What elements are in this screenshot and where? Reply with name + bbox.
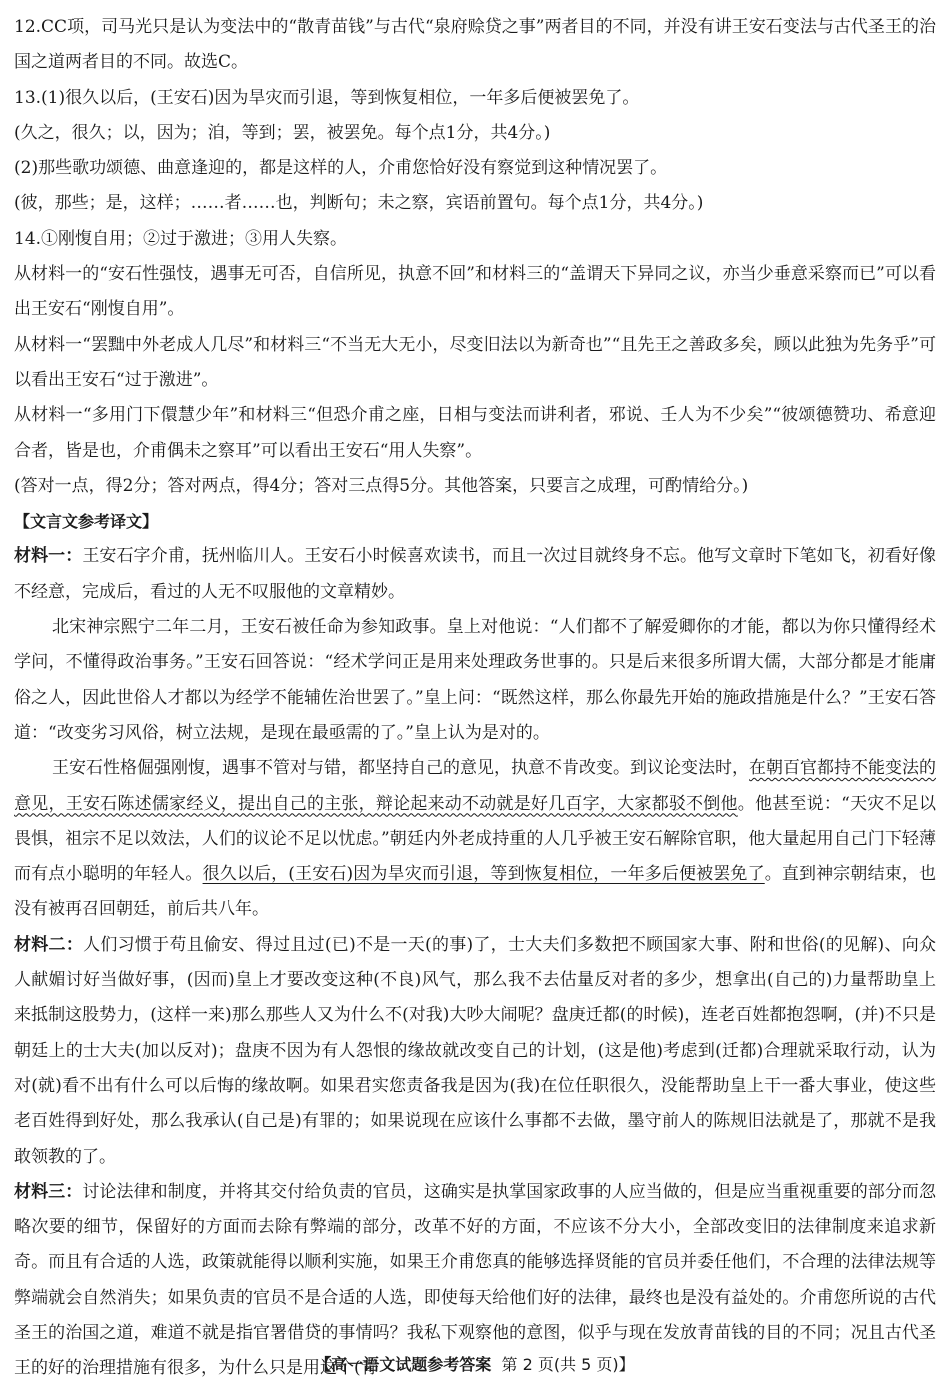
material-2-para1 — [14, 928, 936, 1175]
q13-part2-text: (2)那些歌功颂德、曲意逢迎的，都是这样的人，介甫您恰好没有察觉到这种情况罢了。 — [14, 158, 668, 179]
material-1-wavy-underlined-text: 在朝百官都持不能变法的意见，王安石陈述儒家经义，提出自己的主张，辩论起来动不动就是好几百字，大家都驳不倒他 — [14, 758, 936, 814]
q13-part2-note: (彼，那些；是，这样；……者……也，判断句；未之察，宾语前置句。每个点1分，共4分。) — [14, 193, 704, 214]
material-1-para1-text: 王安石字介甫，抚州临川人。王安石小时候喜欢读书，而且一次过目就终身不忘。他写文章时下笔如飞，初看好像不经意，完成后，看过的人无不叹服他的文章精妙。 — [14, 546, 937, 602]
material-1-para2: 北宋神宗熙宁二年二月，王安石被任命为参知政事。皇上对他说：“人们都不了解爱卿你的才能，都以为你只懂得经术学问，不懂得政治事务。”王安石回答说：“经术学问正是用来处理政务世事的。只是后来很多所谓大儒，大部分都是才能庸俗之人，因此世俗人才都以为经学不能辅佐治世罢了。”皇上问：“既然这样，那么你最先开始的施政措施是什么？”王安石答道：“改变劣习风俗，树立法规，是现在最亟需的了。”皇上认为是对的。 — [14, 617, 936, 743]
q12-text: C项，司马光只是认为变法中的“散青苗钱”与古代“泉府赊贷之事”两者目的不同，并没有讲王安石变法与古代圣王的治国之道两者目的不同。故选C。 — [14, 17, 936, 73]
q14-para1: 从材料一的“安石性强忮，遇事无可否，自信所见，执意不回”和材料三的“盖谓天下异同之议，亦当少垂意采察而已”可以看出王安石“刚愎自用”。 — [14, 264, 936, 320]
material-1-para3-e: 。直到神宗朝结束，也没有被再召回朝廷，前后共八年。 — [14, 864, 937, 920]
q13-part1-note: (久之，很久；以，因为；洎，等到；罢，被罢免。每个点1分，共4分。) — [14, 122, 551, 143]
q14-note: (答对一点，得2分；答对两点，得4分；答对三点得5分。其他答案，只要言之成理，可酌情给分。) — [14, 475, 749, 496]
material-1-underlined-text: 很久以后，(王安石)因为旱灾而引退，等到恢复相位，一年多后便被罢免了 — [202, 864, 765, 885]
q13-part1-text: (1)很久以后，(王安石)因为旱灾而引退，等到恢复相位，一年多后便被罢免了。 — [41, 87, 640, 108]
footer-title: 【高一语文试题参考答案 — [315, 1355, 492, 1374]
material-1-para3-c: 。他甚至说：“天灾不足以畏惧，祖宗不足以效法，人们的议论不足以忧虑。”朝廷内外老成持重的人几乎被王安石解除官职，他大量起用自己门下轻薄而有点小聪明的年轻人。 — [14, 793, 936, 885]
material-1-para3 — [14, 751, 936, 927]
material-2-para1-text: 人们习惯于苟且偷安、得过且过(已)不是一天(的事)了，士大夫们多数把不顾国家大事、附和世俗(的见解)、向众人献媚讨好当做好事，(因而)皇上才要改变这种(不良)风气，那么我不去估量反对者的多少，想拿出(自己的)力量帮助皇上来抵制这股势力，(这样一来)那么那些人又为什么不(对我)大吵大闹呢？盘庚迁都(的时候)，连老百姓都抱怨啊，(并)不只是朝廷上的士大夫(加以反对)；盘庚不因为有人怨恨的缘故就改变自己的计划，(这是他)考虑到(迁都)合理就采取行动，认为对(就)看不出有什么可以后悔的缘故啊。如果君实您责备我是因为(我)在位任职很久，没能帮助皇上干一番大事业，使这些老百姓得到好处，那么我承认(自己是)有罪的；如果说现在应该什么事都不去做，墨守前人的陈规旧法就是了，那就不是我敢领教的了。 — [14, 934, 937, 1167]
answer-page — [14, 10, 936, 1387]
translation-heading: 【文言文参考译文】 — [14, 512, 159, 532]
q14-para3: 从材料一“多用门下儇慧少年”和材料三“但恐介甫之座，日相与变法而讲利者，邪说、壬人为不少矣”“彼颂德赞功、希意迎合者，皆是也，介甫偶未之察耳”可以看出王安石“用人失察”。 — [14, 405, 936, 461]
material-2-label: 材料二： — [14, 934, 84, 955]
q14-number: 14. — [14, 228, 42, 249]
q14-summary-text: ①刚愎自用；②过于激进；③用人失察。 — [41, 228, 348, 249]
page-footer — [0, 1352, 950, 1375]
material-1-para1 — [14, 539, 936, 610]
material-1-label: 材料一： — [14, 546, 83, 567]
material-3-para1-text: 讨论法律和制度，并将其交付给负责的官员，这确实是执掌国家政事的人应当做的，但是应当重视重要的部分而忽略次要的细节，保留好的方面而去除有弊端的部分，改革不好的方面，不应该不分大小，全部改变旧的法律制度来追求新奇。而且有合适的人选，政策就能得以顺利实施，如果王介甫您真的能够选择贤能的官员并委任他们，不合理的法律法规等弊端就会自然消失；如果负责的官员不是合适的人选，即使每天给他们好的法律，最终也是没有益处的。介甫您所说的古代圣王的治国之道，难道不就是指官署借贷的事情吗？我私下观察他的意图，似乎与现在发放青苗钱的目的不同；况且古代圣王的好的治理措施有很多，为什么只是用这个(青 — [14, 1181, 937, 1379]
answer-q13-part1 — [14, 81, 936, 116]
material-3-label: 材料三： — [14, 1181, 83, 1202]
q13-number: 13. — [14, 87, 42, 108]
q12-number: 12.C — [14, 17, 55, 37]
material-1-para3-a: 王安石性格倔强刚愎，遇事不管对与错，都坚持自己的意见，执意不肯改变。到议论变法时， — [52, 758, 749, 779]
footer-page-number: 第 2 页(共 5 页)】 — [501, 1355, 635, 1374]
q14-para2: 从材料一“罢黜中外老成人几尽”和材料三“不当无大无小，尽变旧法以为新奇也”“且先王之善政多矣，顾以此独为先务乎”可以看出王安石“过于激进”。 — [14, 334, 936, 390]
answer-q12 — [14, 10, 936, 81]
answer-q14-summary — [14, 222, 936, 257]
